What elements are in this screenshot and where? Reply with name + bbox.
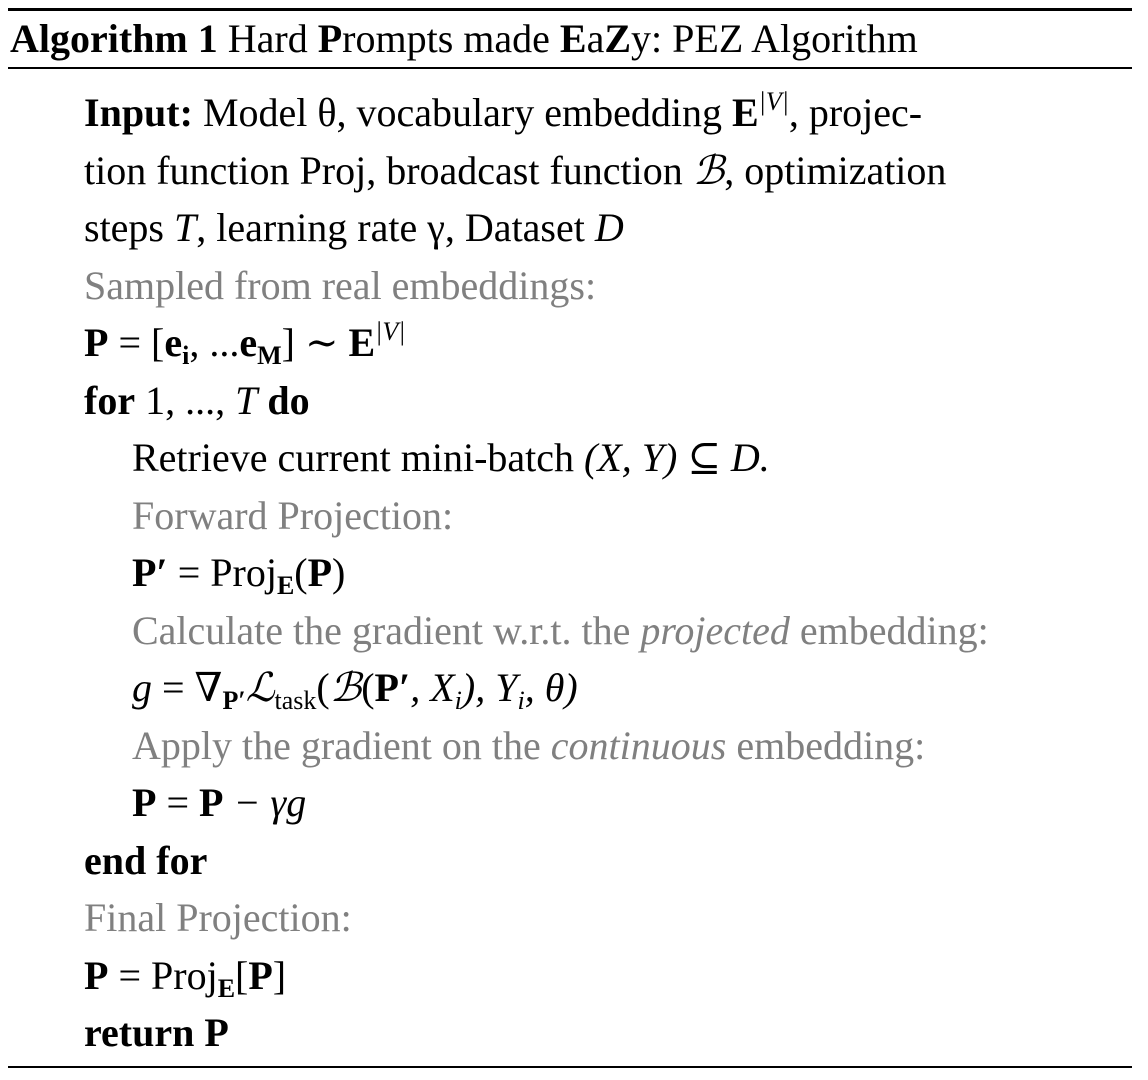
broadcast-symbol: ℬ — [692, 147, 725, 194]
comment-final: Final Projection: — [84, 895, 352, 940]
for-loop-header: for 1, ..., T do — [84, 377, 310, 423]
bottom-rule — [8, 1066, 1132, 1068]
gradient-statement: $g = \nabla_{P'}ℒ_{task}(ℬ(P'$, $X_i$), $Y_i$, θ) — [132, 665, 578, 715]
comment-forward: Forward Projection: — [132, 492, 454, 538]
init-statement: $P = [e_i$, $...e_M$] ∼ $E^{|V|}$ — [84, 317, 406, 370]
return-statement: return P — [84, 1010, 229, 1055]
algorithm-body — [84, 84, 1144, 1062]
end-for: end for — [84, 837, 208, 883]
comment-sampled: Sampled from real embeddings: — [84, 262, 597, 308]
update-statement: P = P − γg — [132, 780, 307, 825]
input-line-1: Input: Model θ, vocabulary embedding $E^{|V|}$, projec- — [84, 87, 923, 135]
algorithm-label: Algorithm 1 — [10, 16, 218, 61]
comment-calc-gradient: Calculate the gradient w.r.t. the projected embedding: — [132, 607, 989, 653]
algorithm-box — [8, 8, 1132, 69]
algorithm-caption: Algorithm 1 Hard Prompts made EaZy: PEZ Algorithm — [10, 16, 918, 61]
retrieve-statement: Retrieve current mini-batch (X, Y) ⊆ D. — [132, 435, 770, 480]
input-line-2: tion function Proj, broadcast function ℬ, optimization — [84, 147, 947, 194]
input-label: Input: — [84, 90, 193, 135]
final-projection-statement: P = Proj$_E$[P] — [84, 952, 287, 1003]
comment-apply-gradient: Apply the gradient on the continuous embedding: — [132, 722, 926, 768]
forward-projection-statement: P′ = Proj$_E$(P) — [132, 550, 346, 600]
input-line-3: steps T, learning rate γ, Dataset D — [84, 205, 624, 250]
caption-rule — [8, 67, 1132, 69]
